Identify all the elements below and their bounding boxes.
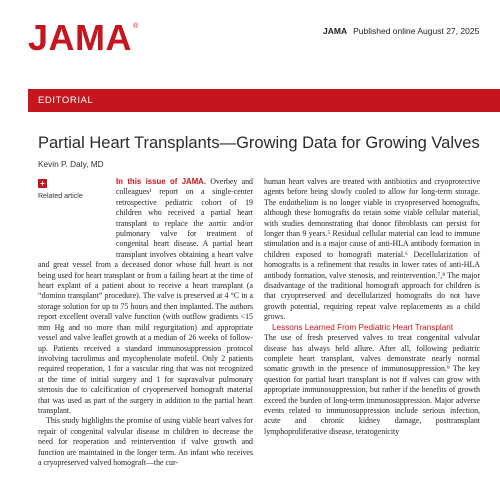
banner-label: EDITORIAL — [38, 95, 94, 106]
left-paragraph-1 — [38, 177, 253, 416]
right-paragraph-2: The use of fresh preserved valves to treat congenital valvular disease has always held allure. After all, following pediatric complete heart transplant, valves demonstrate nearly normal somatic growth in the presence of immunosuppression.⁹ The key question for partial heart transplant is not if valves can grow with appropriate immunosuppression, but rather if the benefits of growth exceed the burden of long-term immunosuppression. Major adverse events related to immunosuppression include serious infection, acute and chronic kidney damage, posttransplant lymphoproliferative disease, teratogenicity — [264, 333, 480, 436]
article-title: Partial Heart Transplants—Growing Data for Growing Valves — [38, 134, 480, 152]
page-fade — [0, 470, 500, 500]
lead-in[interactable]: In this issue of JAMA. — [116, 177, 206, 186]
right-column — [264, 177, 480, 437]
journal-name: JAMA — [323, 26, 348, 36]
editorial-banner — [28, 89, 500, 112]
plus-icon: + — [38, 179, 47, 188]
registered-mark: ® — [133, 23, 139, 30]
left-column — [38, 177, 253, 468]
jama-logo[interactable] — [28, 17, 139, 58]
logo-text: JAMA — [28, 17, 133, 58]
published-date: Published online August 27, 2025 — [353, 26, 480, 36]
left-paragraph-2: This study highlights the promise of using viable heart valves for repair of congenital valvular disease in children to decrease the need for reoperation and reintervention if valve growth and function are maintained in the longer term. An infant who receives a cryopreserved valved homograft—the cur- — [38, 416, 253, 467]
section-heading: Lessons Learned From Pediatric Heart Transplant — [272, 322, 454, 332]
left-paragraph-1-text: Overbey and colleagues¹ report on a single-center retrospective pediatric cohort of 19 children who received a partial heart transplant to replace the aortic and/or pulmonary valve for treatment of congenital heart disease. A partial heart transplant involves obtaining a heart valve and great vessel from a deceased donor whose full heart is not being used for heart transplant or from a failing heart at the time of heart explant of a patient about to receive a heart transplant (a “domino transplant” procedure). The valve is preserved at 4 °C in a storage solution for up to 75 hours and then implanted. The authors report excellent overall valve function (with outflow gradients <15 mm Hg and no more than mild regurgitation) and appropriate vessel and valve leaflet growth at a median of 26 weeks of follow-up. Patients received a standard immunosuppression protocol involving tacrolimus and mycophenolate mofetil. Only 2 patients required reoperation, 1 for a vascular ring that was not recognized at the time of initial surgery and 1 for supravalvar pulmonary stenosis due to calcification of cryopreserved homograft material that was used as part of the surgery in addition to the partial heart transplant. — [38, 177, 253, 415]
related-article-link[interactable] — [38, 179, 110, 253]
publication-info — [323, 26, 479, 36]
right-paragraph-1: human heart valves are treated with antibiotics and cryoprotective agents before being slowly cooled to allow for long-term storage. The endothelium is no longer viable in cryopreserved homografts, although these homografts do retain some viable cellular material, with studies demonstrating that donor fibroblasts can persist for longer than 9 years.⁵ Residual cellular material can lead to immune stimulation and is a major cause of anti-HLA antibody formation in children exposed to homograft material.⁶ Decellularization of homografts is a refinement that results in lower rates of anti-HLA antibody formation, valve stenosis, and reintervention.⁷,⁸ The major disadvantage of the traditional homograft approach for children is that cryopreserved and decellularized homografts do not have growth potential, requiring repeat valve replacements as a child grows. — [264, 177, 480, 322]
related-article-label: Related article — [38, 193, 83, 201]
article-author: Kevin P. Daly, MD — [38, 159, 104, 169]
